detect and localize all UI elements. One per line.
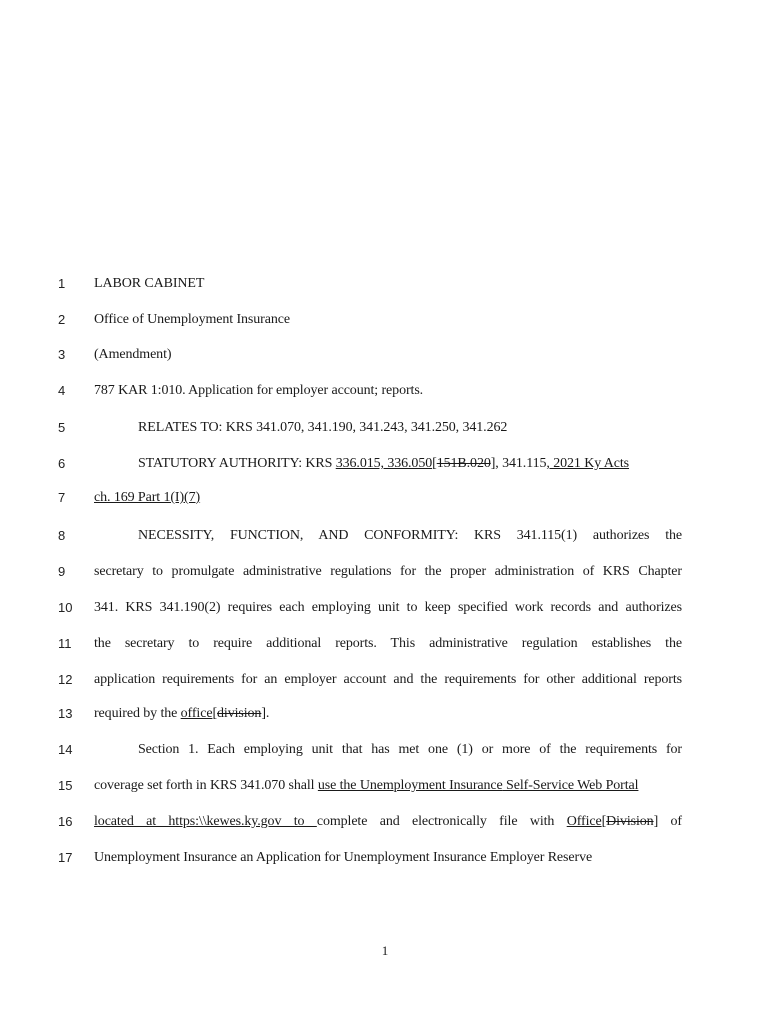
statutory-authority: STATUTORY AUTHORITY: KRS 336.015, 336.050[151B.020], 341.115, 2021 Ky Acts xyxy=(138,456,630,471)
body-text: the secretary to require additional reports. This administrative regulation establishes the xyxy=(94,636,682,651)
body-text: 341. KRS 341.190(2) requires each employing unit to keep specified work records and authorizes xyxy=(94,600,682,615)
line-number: 11 xyxy=(58,636,72,651)
line-16 xyxy=(0,814,770,836)
body-text: located at https:\\kewes.ky.gov to complete and electronically file with Office[Division] of xyxy=(94,814,682,829)
inserted-text: located at https:\\kewes.ky.gov to xyxy=(94,814,317,829)
body-text: secretary to promulgate administrative regulations for the proper administration of KRS Chapter xyxy=(94,564,682,579)
line-number: 12 xyxy=(58,672,73,687)
line-17 xyxy=(0,850,770,872)
inserted-text: use the Unemployment Insurance xyxy=(317,778,503,793)
line-number: 9 xyxy=(58,564,66,579)
line-2 xyxy=(0,312,770,334)
line-number: 16 xyxy=(58,814,73,829)
regulation-title: 787 KAR 1:010. Application for employer account; reports. xyxy=(94,383,424,398)
line-6 xyxy=(0,456,770,478)
line-number: 3 xyxy=(58,347,66,362)
line-number: 1 xyxy=(58,276,66,291)
deleted-text: Division xyxy=(606,814,654,829)
line-8 xyxy=(0,528,770,550)
page-number: 1 xyxy=(381,943,389,958)
relates-to: RELATES TO: KRS 341.070, 341.190, 341.243, 341.250, 341.262 xyxy=(138,420,508,435)
line-5 xyxy=(0,420,770,442)
line-10 xyxy=(0,600,770,622)
inserted-text: , 2021 Ky Acts xyxy=(546,456,630,471)
inserted-text: Self-Service Web Portal xyxy=(502,778,639,793)
office-heading: Office of Unemployment Insurance xyxy=(94,312,290,327)
inserted-text: 336.015, 336.050 xyxy=(335,456,433,471)
line-number: 8 xyxy=(58,528,66,543)
line-number: 6 xyxy=(58,456,66,471)
inserted-text: Office xyxy=(566,814,602,829)
cabinet-heading: LABOR CABINET xyxy=(94,276,205,291)
line-14 xyxy=(0,742,770,764)
line-number: 4 xyxy=(58,383,66,398)
line-number: 14 xyxy=(58,742,73,757)
line-number: 17 xyxy=(58,850,73,865)
line-3 xyxy=(0,347,770,369)
line-13 xyxy=(0,706,770,728)
necessity-heading: NECESSITY, FUNCTION, AND CONFORMITY: KRS 341.115(1) authorizes the xyxy=(138,528,682,543)
line-number: 13 xyxy=(58,706,73,721)
line-7 xyxy=(0,490,770,512)
body-text: Unemployment Insurance an Application for Unemployment Insurance Employer Reserve xyxy=(94,850,593,865)
section-1: Section 1. Each employing unit that has met one (1) or more of the requirements for xyxy=(138,742,682,757)
inserted-text: office xyxy=(180,706,213,721)
inserted-text: ch. 169 Part 1(I)(7) xyxy=(94,490,201,505)
body-text: coverage set forth in KRS 341.070 shall use the Unemployment Insurance Self-Service Web Portal xyxy=(94,778,639,793)
deleted-text: 151B.020 xyxy=(436,456,491,471)
line-number: 7 xyxy=(58,490,66,505)
line-number: 15 xyxy=(58,778,73,793)
line-number: 5 xyxy=(58,420,66,435)
body-text: required by the office[division]. xyxy=(94,706,270,721)
line-1 xyxy=(0,276,770,298)
deleted-text: division xyxy=(217,706,262,721)
line-15 xyxy=(0,778,770,800)
line-number: 10 xyxy=(58,600,73,615)
line-9 xyxy=(0,564,770,586)
line-11 xyxy=(0,636,770,658)
line-number: 2 xyxy=(58,312,66,327)
amendment-label: (Amendment) xyxy=(94,347,172,362)
line-4 xyxy=(0,383,770,405)
body-text: application requirements for an employer account and the requirements for other additional reports xyxy=(94,672,682,687)
line-12 xyxy=(0,672,770,694)
statutory-authority-cont xyxy=(94,490,200,506)
